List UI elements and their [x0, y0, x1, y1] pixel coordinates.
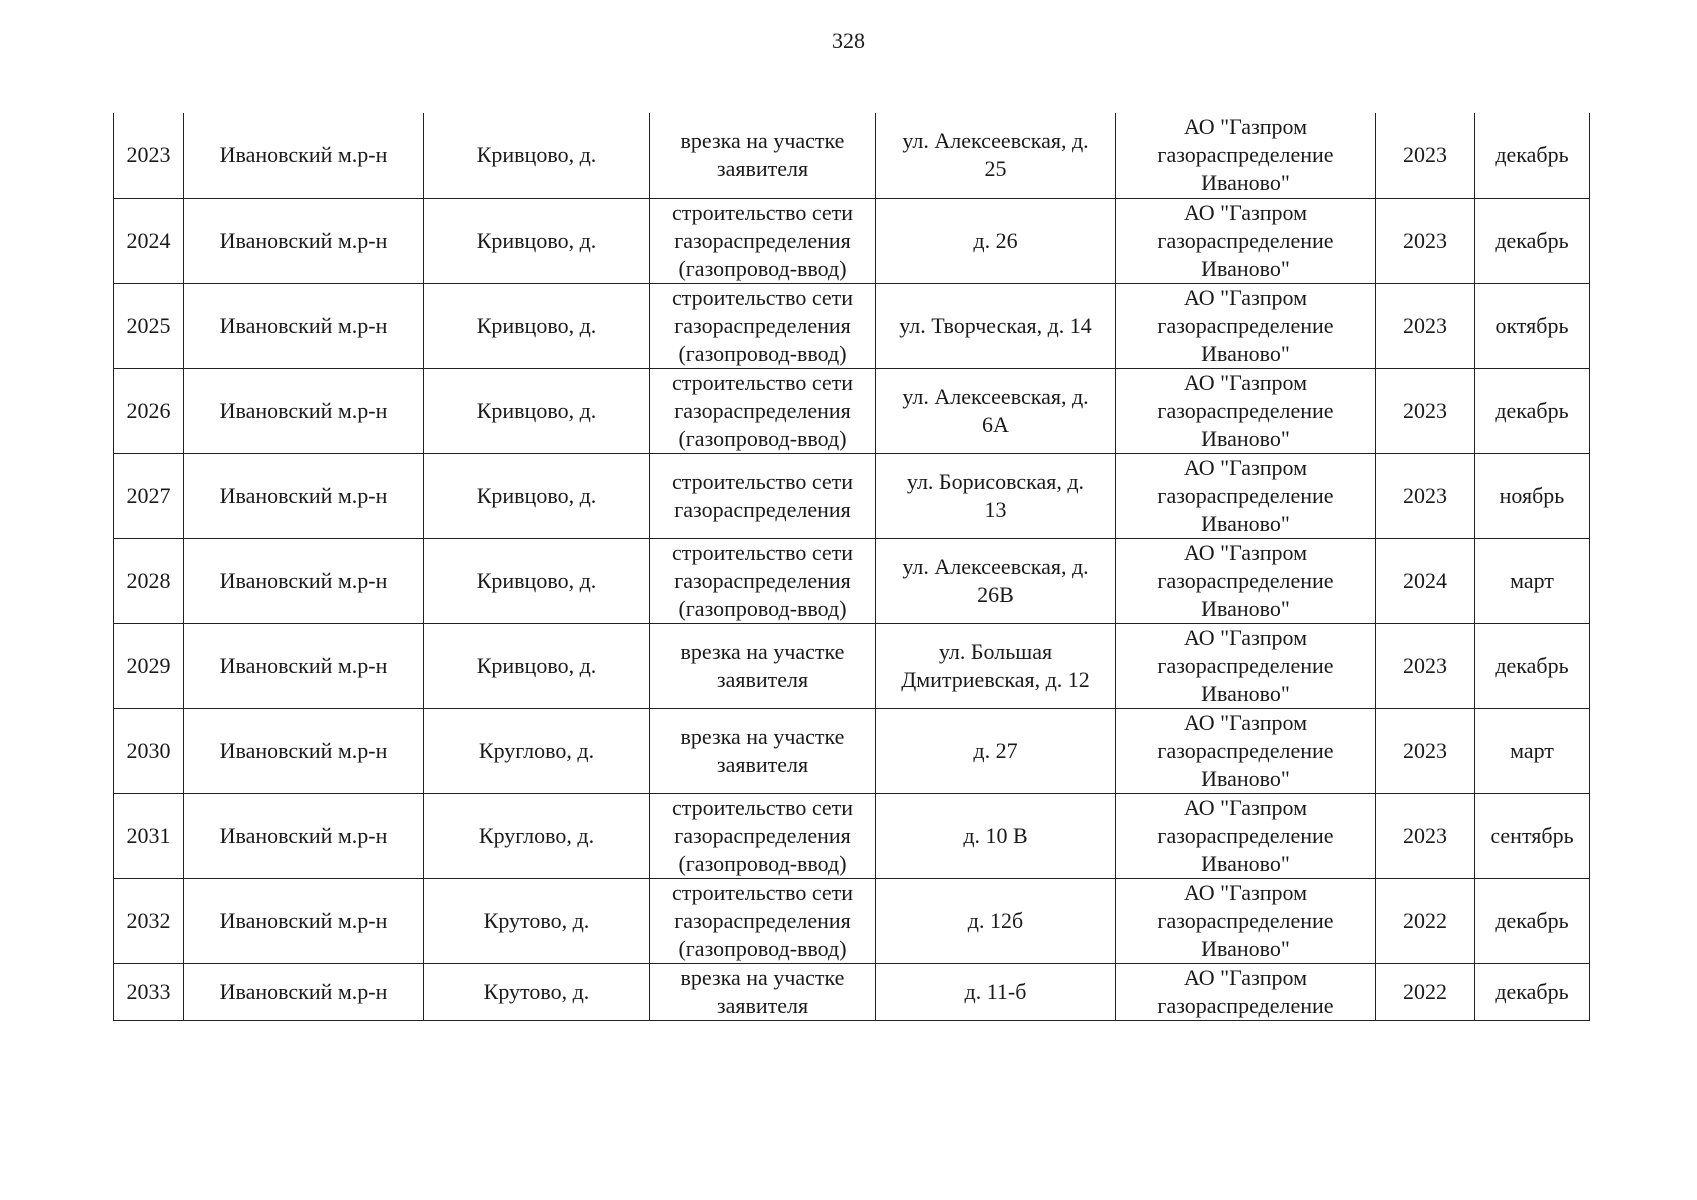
cell-locality: Кривцово, д.: [424, 623, 650, 708]
cell-year: 2023: [1376, 283, 1475, 368]
table-row: [114, 368, 1590, 453]
table-row: [114, 198, 1590, 283]
cell-address: д. 12б: [876, 878, 1116, 963]
cell-district: Ивановский м.р-н: [184, 113, 424, 198]
cell-number: 2027: [114, 453, 184, 538]
cell-locality: Кривцово, д.: [424, 538, 650, 623]
cell-organization: АО "Газпром газораспределение Иваново": [1116, 538, 1376, 623]
cell-month: сентябрь: [1475, 793, 1590, 878]
cell-organization: АО "Газпром газораспределение: [1116, 963, 1376, 1020]
cell-organization: АО "Газпром газораспределение Иваново": [1116, 453, 1376, 538]
cell-month: декабрь: [1475, 113, 1590, 198]
cell-year: 2023: [1376, 453, 1475, 538]
cell-address: д. 10 В: [876, 793, 1116, 878]
cell-district: Ивановский м.р-н: [184, 538, 424, 623]
cell-organization: АО "Газпром газораспределение Иваново": [1116, 198, 1376, 283]
table-body: [114, 113, 1590, 1020]
cell-work-type: врезка на участке заявителя: [650, 708, 876, 793]
cell-work-type: строительство сети газораспределения (газопровод-ввод): [650, 283, 876, 368]
cell-organization: АО "Газпром газораспределение Иваново": [1116, 113, 1376, 198]
cell-address: д. 27: [876, 708, 1116, 793]
cell-number: 2028: [114, 538, 184, 623]
cell-year: 2023: [1376, 368, 1475, 453]
cell-address: ул. Алексеевская, д. 6А: [876, 368, 1116, 453]
cell-district: Ивановский м.р-н: [184, 453, 424, 538]
cell-year: 2023: [1376, 793, 1475, 878]
table-row: [114, 453, 1590, 538]
cell-address: ул. Борисовская, д. 13: [876, 453, 1116, 538]
cell-locality: Кривцово, д.: [424, 198, 650, 283]
cell-number: 2030: [114, 708, 184, 793]
cell-number: 2023: [114, 113, 184, 198]
cell-number: 2032: [114, 878, 184, 963]
cell-work-type: строительство сети газораспределения (газопровод-ввод): [650, 878, 876, 963]
cell-month: март: [1475, 538, 1590, 623]
cell-district: Ивановский м.р-н: [184, 708, 424, 793]
cell-work-type: врезка на участке заявителя: [650, 963, 876, 1020]
cell-locality: Кривцово, д.: [424, 283, 650, 368]
cell-work-type: строительство сети газораспределения (газопровод-ввод): [650, 368, 876, 453]
cell-year: 2022: [1376, 878, 1475, 963]
cell-address: ул. Алексеевская, д. 25: [876, 113, 1116, 198]
cell-work-type: строительство сети газораспределения: [650, 453, 876, 538]
table-row: [114, 878, 1590, 963]
cell-number: 2033: [114, 963, 184, 1020]
cell-locality: Крутово, д.: [424, 878, 650, 963]
cell-address: д. 11-б: [876, 963, 1116, 1020]
cell-work-type: строительство сети газораспределения (газопровод-ввод): [650, 793, 876, 878]
cell-number: 2024: [114, 198, 184, 283]
cell-month: октябрь: [1475, 283, 1590, 368]
table-row: [114, 793, 1590, 878]
cell-work-type: строительство сети газораспределения (газопровод-ввод): [650, 198, 876, 283]
table-row: [114, 963, 1590, 1020]
cell-year: 2024: [1376, 538, 1475, 623]
table-row: [114, 623, 1590, 708]
table-row: [114, 538, 1590, 623]
cell-address: ул. Большая Дмитриевская, д. 12: [876, 623, 1116, 708]
cell-month: март: [1475, 708, 1590, 793]
cell-year: 2023: [1376, 623, 1475, 708]
cell-organization: АО "Газпром газораспределение Иваново": [1116, 793, 1376, 878]
cell-district: Ивановский м.р-н: [184, 793, 424, 878]
cell-month: декабрь: [1475, 963, 1590, 1020]
page-number: 328: [832, 28, 865, 53]
cell-year: 2023: [1376, 708, 1475, 793]
cell-locality: Круглово, д.: [424, 708, 650, 793]
cell-work-type: врезка на участке заявителя: [650, 113, 876, 198]
cell-number: 2025: [114, 283, 184, 368]
table-row: [114, 283, 1590, 368]
cell-year: 2023: [1376, 198, 1475, 283]
cell-number: 2031: [114, 793, 184, 878]
cell-address: ул. Алексеевская, д. 26В: [876, 538, 1116, 623]
cell-locality: Крутово, д.: [424, 963, 650, 1020]
cell-locality: Кривцово, д.: [424, 368, 650, 453]
table-row: [114, 708, 1590, 793]
cell-month: декабрь: [1475, 368, 1590, 453]
cell-district: Ивановский м.р-н: [184, 283, 424, 368]
cell-address: ул. Творческая, д. 14: [876, 283, 1116, 368]
cell-year: 2022: [1376, 963, 1475, 1020]
cell-locality: Круглово, д.: [424, 793, 650, 878]
cell-year: 2023: [1376, 113, 1475, 198]
cell-month: ноябрь: [1475, 453, 1590, 538]
cell-organization: АО "Газпром газораспределение Иваново": [1116, 283, 1376, 368]
cell-district: Ивановский м.р-н: [184, 963, 424, 1020]
cell-work-type: врезка на участке заявителя: [650, 623, 876, 708]
cell-organization: АО "Газпром газораспределение Иваново": [1116, 623, 1376, 708]
cell-work-type: строительство сети газораспределения (газопровод-ввод): [650, 538, 876, 623]
cell-month: декабрь: [1475, 623, 1590, 708]
cell-organization: АО "Газпром газораспределение Иваново": [1116, 878, 1376, 963]
cell-organization: АО "Газпром газораспределение Иваново": [1116, 708, 1376, 793]
cell-district: Ивановский м.р-н: [184, 623, 424, 708]
cell-locality: Кривцово, д.: [424, 113, 650, 198]
gasification-table: [113, 113, 1590, 1021]
table-row: [114, 113, 1590, 198]
cell-district: Ивановский м.р-н: [184, 368, 424, 453]
cell-number: 2026: [114, 368, 184, 453]
cell-district: Ивановский м.р-н: [184, 198, 424, 283]
cell-month: декабрь: [1475, 198, 1590, 283]
cell-address: д. 26: [876, 198, 1116, 283]
cell-number: 2029: [114, 623, 184, 708]
cell-organization: АО "Газпром газораспределение Иваново": [1116, 368, 1376, 453]
cell-month: декабрь: [1475, 878, 1590, 963]
cell-district: Ивановский м.р-н: [184, 878, 424, 963]
cell-locality: Кривцово, д.: [424, 453, 650, 538]
